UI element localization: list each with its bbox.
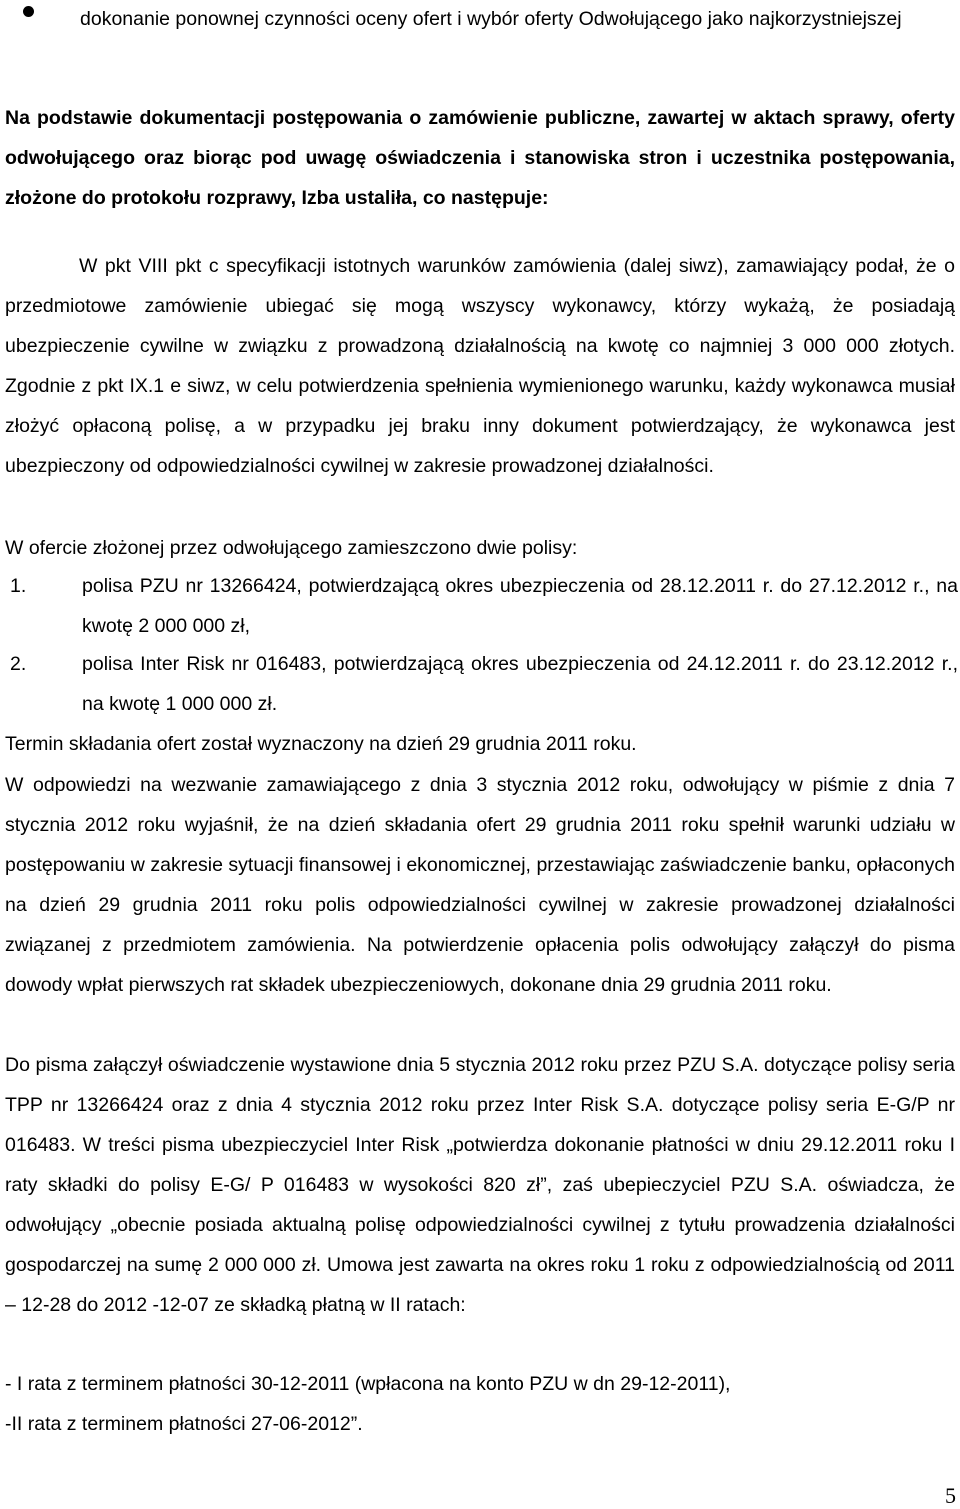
list-number: 2.: [10, 653, 27, 675]
intro-bold-paragraph: Na podstawie dokumentacji postępowania o zamówienie publiczne, zawartej w aktach sprawy, oferty odwołującego oraz biorąc pod uwagę oświadczenia i stanowiska stron i uczestnika postępowania, złożone do protokołu rozprawy, Izba ustaliła, co następuje:: [5, 107, 955, 209]
paragraph-attachments: Do pisma załączył oświadczenie wystawione dnia 5 stycznia 2012 roku przez PZU S.A. dotyczące polisy seria TPP nr 13266424 oraz z dnia 4 stycznia 2012 roku przez Inter Risk S.A. dotyczące polisy seria E-G/P nr 016483. W treści pisma ubezpieczyciel Inter Risk „potwierdza dokonanie płatności w dniu 29.12.2011 roku I raty składki do polisy E-G/ P 016483 w wysokości 820 zł”, zaś ubepieczyciel PZU S.A. oświadcza, że odwołujący „obecnie posiada aktualną polisę odpowiedzialności cywilnej z tytułu prowadzenia działalności gospodarczej na sumę 2 000 000 zł. Umowa jest zawarta na okres roku 1 roku z odpowiedzialnością od 2011 – 12-28 do 2012 -12-07 ze składką płatną w II ratach:: [5, 1054, 955, 1316]
list-item-text: polisa Inter Risk nr 016483, potwierdzającą okres ubezpieczenia od 24.12.2011 r. do 23.12.2012 r., na kwotę 1 000 000 zł.: [82, 653, 958, 715]
paragraph-policies-intro: W ofercie złożonej przez odwołującego zamieszczono dwie polisy:: [5, 537, 578, 559]
bullet-dot-icon: [23, 6, 34, 17]
bullet-text: dokonanie ponownej czynności oceny ofert i wybór oferty Odwołującego jako najkorzystniejszej: [80, 8, 902, 30]
list-number: 1.: [10, 575, 27, 597]
rate-line-2: -II rata z terminem płatności 27-06-2012”.: [5, 1413, 363, 1435]
paragraph-deadline: Termin składania ofert został wyznaczony na dzień 29 grudnia 2011 roku.: [5, 733, 637, 755]
rate-line-1: - I rata z terminem płatności 30-12-2011 (wpłacona na konto PZU w dn 29-12-2011),: [5, 1373, 731, 1395]
paragraph-response: W odpowiedzi na wezwanie zamawiającego z dnia 3 stycznia 2012 roku, odwołujący w piśmie z dnia 7 stycznia 2012 roku wyjaśnił, że na dzień składania ofert 29 grudnia 2011 roku spełnił warunki udziału w postępowaniu w zakresie sytuacji finansowej i ekonomicznej, przestawiając zaświadczenie banku, opłaconych na dzień 29 grudnia 2011 roku polis odpowiedzialności cywilnej w zakresie prowadzonej działalności związanej z przedmiotem zamówienia. Na potwierdzenie opłacenia polis odwołujący załączył do pisma dowody wpłat pierwszych rat składek ubezpieczeniowych, dokonane dnia 29 grudnia 2011 roku.: [5, 774, 955, 996]
page-number: 5: [945, 1483, 956, 1508]
list-item-text: polisa PZU nr 13266424, potwierdzającą okres ubezpieczenia od 28.12.2011 r. do 27.12.2012 r., na kwotę 2 000 000 zł,: [82, 575, 958, 637]
paragraph-siwz: W pkt VIII pkt c specyfikacji istotnych warunków zamówienia (dalej siwz), zamawiający podał, że o przedmiotowe zamówienie ubiegać się mogą wszyscy wykonawcy, którzy wykażą, że posiadają ubezpieczenie cywilne w związku z prowadzoną działalnością na kwotę co najmniej 3 000 000 złotych. Zgodnie z pkt IX.1 e siwz, w celu potwierdzenia spełnienia wymienionego warunku, każdy wykonawca musiał złożyć opłaconą polisę, a w przypadku jej braku inny dokument potwierdzający, że wykonawca jest ubezpieczony od odpowiedzialności cywilnej w zakresie prowadzonej działalności.: [5, 255, 955, 477]
